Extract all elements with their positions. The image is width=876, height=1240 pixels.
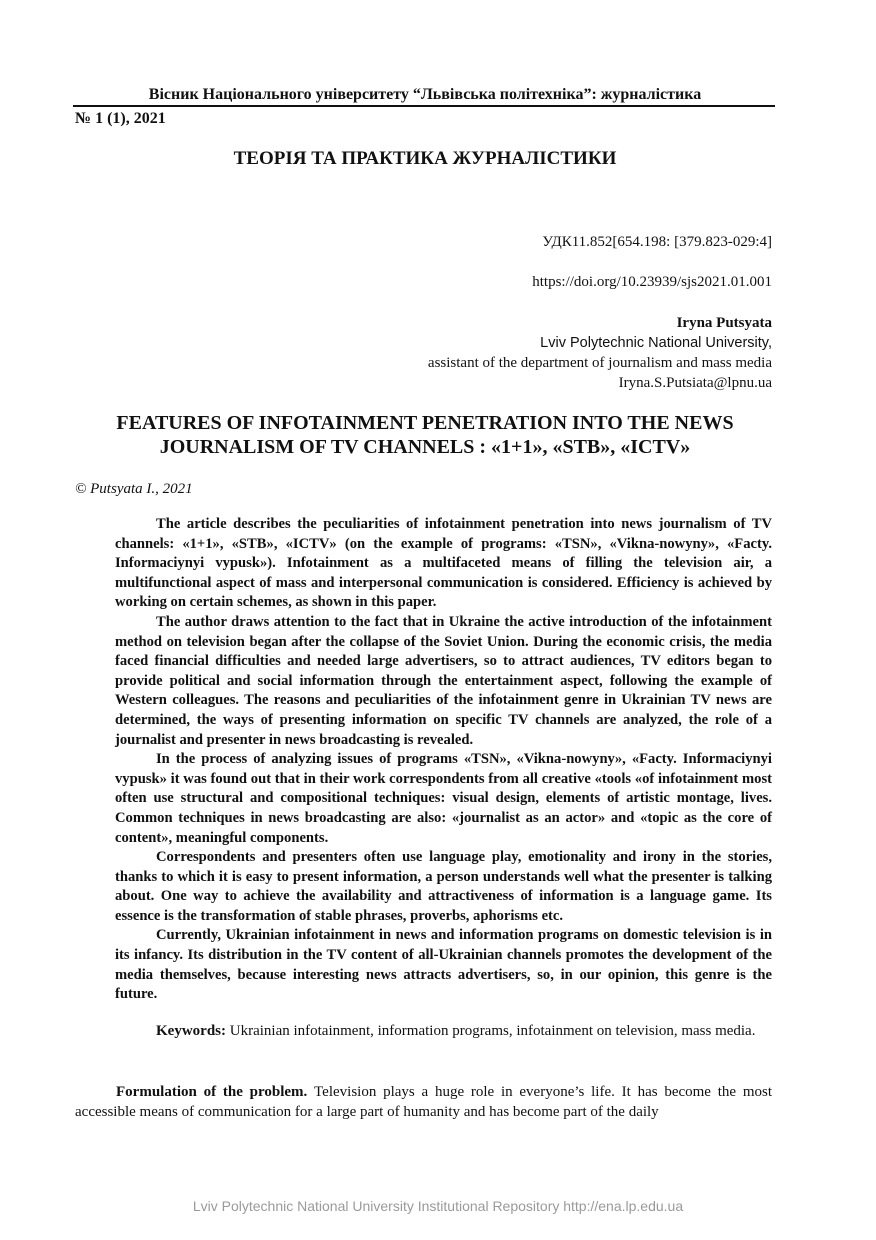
doi-link[interactable]: https://doi.org/10.23939/sjs2021.01.001 — [532, 274, 772, 290]
author-affiliation: Lviv Polytechnic National University, — [540, 335, 772, 351]
abstract-paragraph: In the process of analyzing issues of programs «TSN», «Vikna-nowyny», «Facty. Informaciynyi vypusk» it was found out that in their work correspondents from all creative «tools «of infotainment most often use structural and compositional techniques: visual design, elements of artistic montage, lives. Common techniques in news broadcasting are also: «journalist as an actor» and «topic as the core of content», meaningful components. — [115, 751, 772, 846]
body-paragraph — [75, 1082, 772, 1122]
abstract-paragraph: The article describes the peculiarities of infotainment penetration into news journalism of TV channels: «1+1», «STB», «ICTV» (on the example of programs: «TSN», «Vikna-nowyny», «Facty. Informaciynyi vypusk»). Infotainment as a multifaceted means of filling the television air, a multifunctional aspect of mass and interpersonal communication is considered. Efficiency is achieved by working on certain schemes, as shown in this paper. — [115, 516, 772, 611]
journal-header: Вісник Національного університету “Львівська політехніка”: журналістика — [148, 86, 702, 103]
author-name: Iryna Putsyata — [676, 315, 772, 331]
article-title — [75, 411, 775, 459]
author-email[interactable]: Iryna.S.Putsiata@lpnu.ua — [618, 375, 772, 391]
repository-footer: Lviv Polytechnic National University Institutional Repository http://ena.lp.edu.ua — [192, 1198, 684, 1214]
abstract-paragraph: The author draws attention to the fact that in Ukraine the active introduction of the infotainment method on television began after the collapse of the Soviet Union. During the economic crisis, the media faced financial difficulties and needed large advertisers, so to attract audiences, TV editors began to provide political and social information through the entertainment aspect, following the example of Western colleagues. The reasons and peculiarities of the infotainment genre in Ukrainian TV news are determined, the ways of presenting information on specific TV channels are analyzed, the role of a journalist and presenter in news broadcasting is revealed. — [115, 613, 772, 748]
keywords-text: Ukrainian infotainment, information programs, infotainment on television, mass media. — [229, 1023, 756, 1039]
keywords-label: Keywords: — [156, 1023, 230, 1039]
body-text: Television plays a huge role in everyone’s life. It has become the most accessible means of communication for a large part of humanity and has become part of the daily — [75, 1084, 773, 1120]
article-title-line-2: JOURNALISM OF TV CHANNELS : «1+1», «STB», «ICTV» — [159, 436, 691, 458]
section-title: ТЕОРІЯ ТА ПРАКТИКА ЖУРНАЛІСТИКИ — [233, 148, 617, 169]
author-block — [428, 313, 772, 393]
keywords — [115, 1022, 772, 1042]
abstract-paragraph: Currently, Ukrainian infotainment in news and information programs on domestic television is in its infancy. Its distribution in the TV content of all-Ukrainian channels promotes the development of the media themselves, because interesting news attracts advertisers, so, in our opinion, this genre is the future. — [115, 927, 772, 1003]
abstract-paragraph: Correspondents and presenters often use language play, emotionality and irony in the stories, thanks to which it is easy to present information, a person understands well what the presenter is talking about. One way to achieve the availability and attractiveness of information is a language game. Its essence is the transformation of stable phrases, proverbs, aphorisms etc. — [115, 849, 772, 924]
udc-code: УДК11.852[654.198: [379.823-029:4] — [542, 234, 772, 250]
header-rule — [73, 105, 775, 107]
author-role: assistant of the department of journalism and mass media — [427, 355, 772, 371]
section-lead: Formulation of the problem. — [116, 1084, 315, 1100]
article-title-line-1: FEATURES OF INFOTAINMENT PENETRATION INTO THE NEWS — [116, 412, 734, 434]
issue-number: № 1 (1), 2021 — [75, 110, 166, 127]
copyright-note: © Putsyata I., 2021 — [75, 481, 193, 497]
abstract — [115, 515, 772, 1005]
